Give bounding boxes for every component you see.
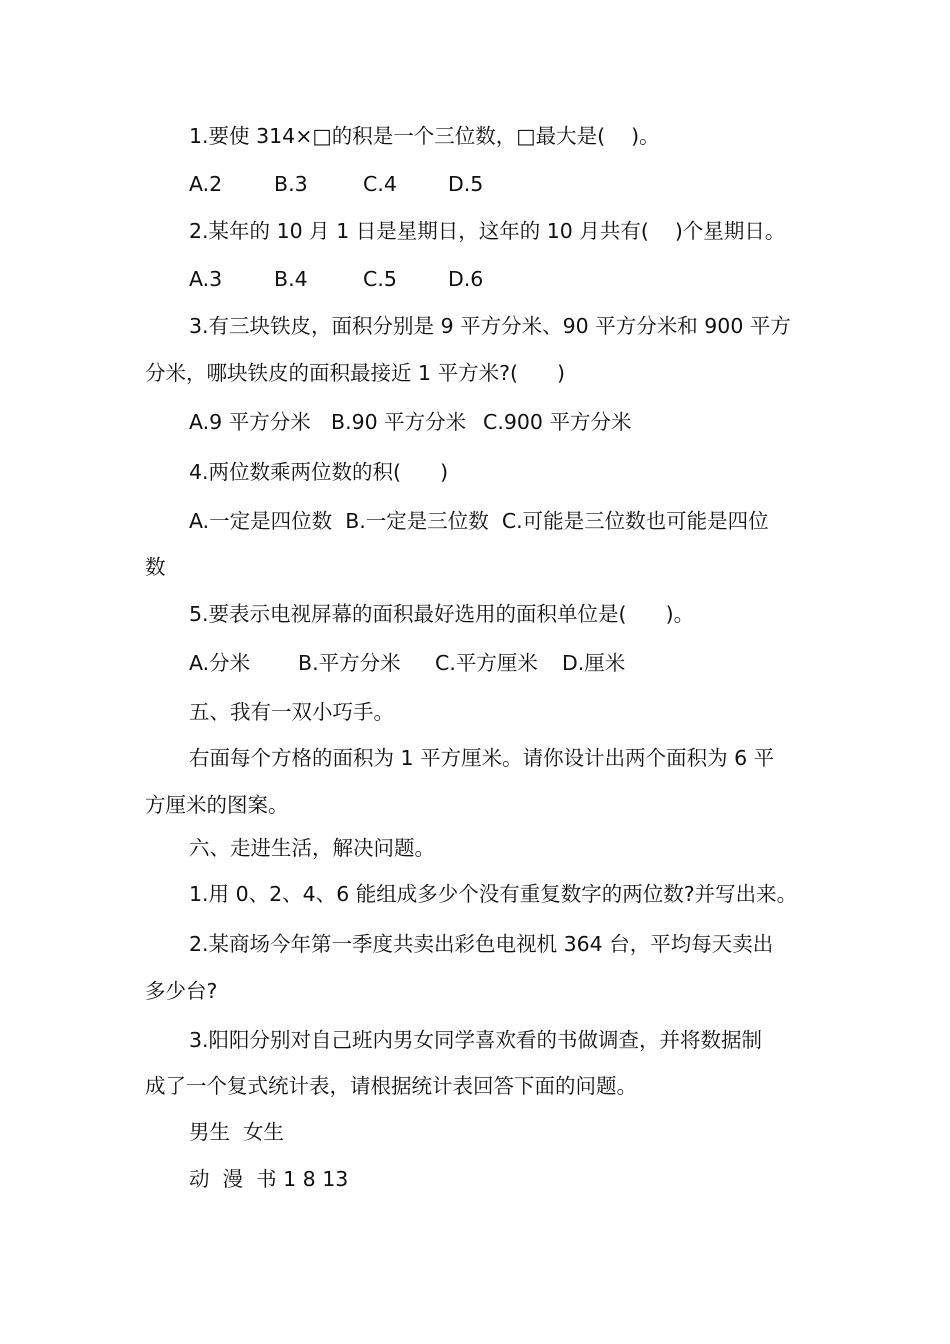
option-b: B.4 [274,267,308,291]
option-b: B.90 平方分米 [331,410,467,434]
section-6-problem-1: 1.用 0、2、4、6 能组成多少个没有重复数字的两位数?并写出来。 [189,882,798,906]
option-d: D.6 [448,267,484,291]
option-a: A.3 [189,267,223,291]
question-5-options [189,649,625,677]
section-6-problem-2-line-1: 2.某商场今年第一季度共卖出彩色电视机 364 台，平均每天卖出 [189,932,774,956]
section-6-problem-2-line-2: 多少台? [145,979,218,1003]
option-c: C.5 [363,267,397,291]
question-4-options-line-1: A.一定是四位数 B.一定是三位数 C.可能是三位数也可能是四位 [189,509,769,533]
option-c: C.4 [363,172,397,196]
section-6-heading: 六、走进生活，解决问题。 [189,836,435,860]
option-a: A.2 [189,172,223,196]
question-2-options [189,265,483,293]
section-5-heading: 五、我有一双小巧手。 [189,700,394,724]
section-6-problem-3-line-2: 成了一个复式统计表，请根据统计表回答下面的问题。 [145,1074,637,1098]
option-c: C.900 平方分米 [483,410,632,434]
question-3-options [189,408,631,436]
question-1-options [189,170,483,198]
question-5-stem: 5.要表示电视屏幕的面积最好选用的面积单位是( )。 [189,602,695,626]
option-b: B.3 [274,172,308,196]
question-3-stem-line-2: 分米，哪块铁皮的面积最接近 1 平方米?( ) [145,361,566,385]
option-b: B.平方分米 [298,651,401,675]
section-5-text-line-2: 方厘米的图案。 [145,793,289,817]
option-a: A.9 平方分米 [189,410,311,434]
option-d: D.5 [448,172,484,196]
option-c: C.平方厘米 [435,651,538,675]
table-row-comics: 动 漫 书 1 8 13 [189,1167,349,1191]
question-4-stem: 4.两位数乘两位数的积( ) [189,460,449,484]
table-header: 男生 女生 [189,1120,285,1144]
question-3-stem-line-1: 3.有三块铁皮，面积分别是 9 平方分米、90 平方分米和 900 平方 [189,314,791,338]
question-1-stem: 1.要使 314×□的积是一个三位数，□最大是( )。 [189,124,660,148]
option-d: D.厘米 [562,651,626,675]
option-a: A.分米 [189,651,251,675]
section-5-text-line-1: 右面每个方格的面积为 1 平方厘米。请你设计出两个面积为 6 平 [189,746,775,770]
question-2-stem: 2.某年的 10 月 1 日是星期日，这年的 10 月共有( )个星期日。 [189,219,786,243]
section-6-problem-3-line-1: 3.阳阳分别对自己班内男女同学喜欢看的书做调查，并将数据制 [189,1028,763,1052]
question-4-options-line-2: 数 [145,555,166,579]
